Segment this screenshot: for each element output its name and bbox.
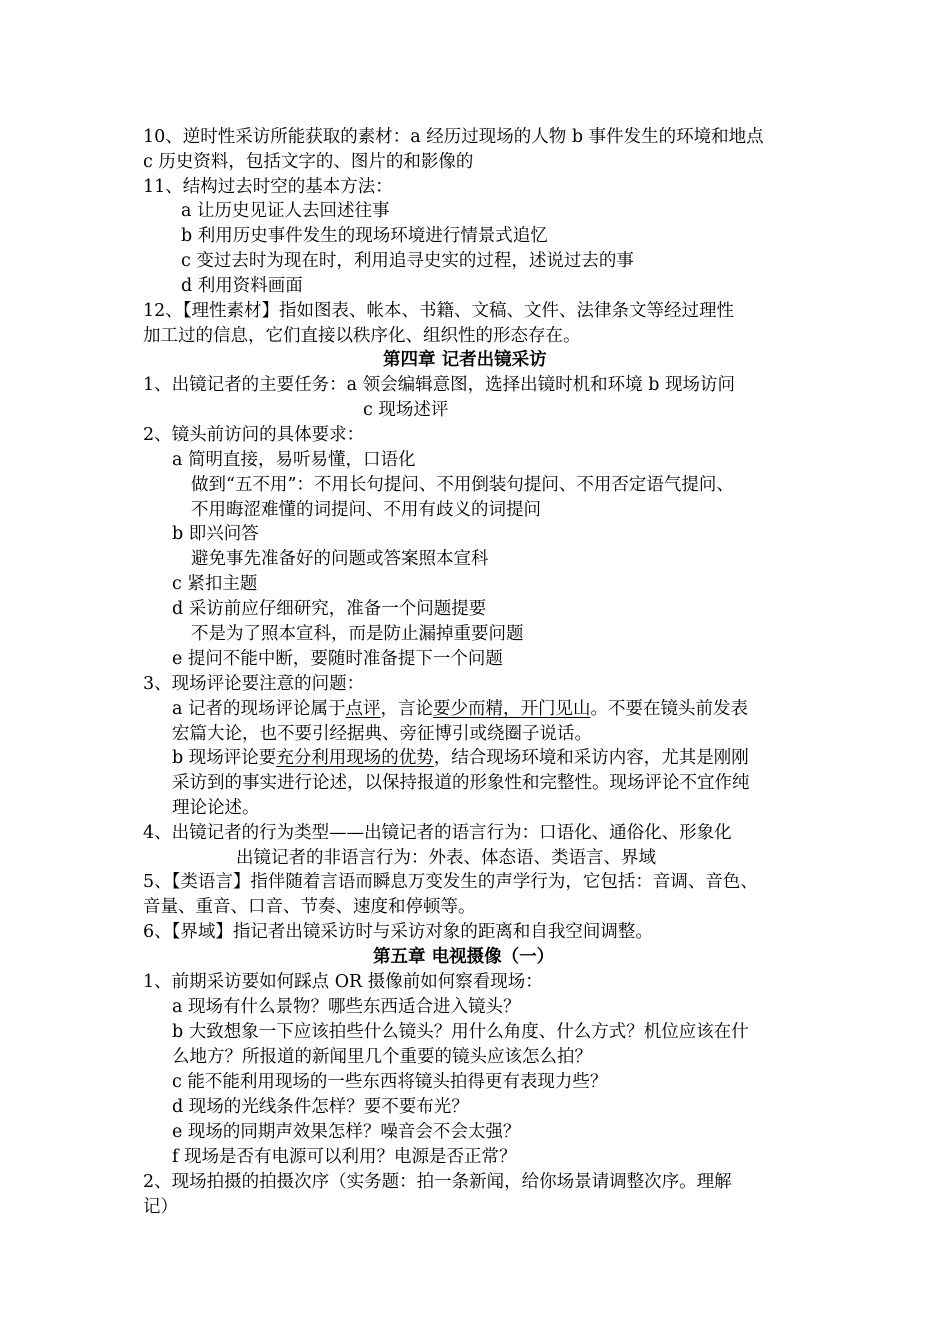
text-line: 宏篇大论，也不要引经据典、旁征博引或绕圈子说话。 (172, 724, 592, 744)
text-segment: ，言论 (380, 699, 433, 719)
text-line: d 现场的光线条件怎样？要不要布光？ (172, 1097, 469, 1117)
chapter-heading: 第四章 记者出镜采访 (383, 350, 547, 370)
text-line: 出镜记者的非语言行为：外表、体态语、类语言、界域 (236, 848, 656, 868)
text-line: d 利用资料画面 (181, 276, 303, 296)
text-line: e 现场的同期声效果怎样？噪音会不会太强？ (172, 1122, 521, 1142)
text-line: 加工过的信息，它们直接以秩序化、组织性的形态存在。 (143, 326, 581, 346)
text-line: 记） (143, 1197, 178, 1217)
text-line: 做到“五不用”：不用长句提问、不用倒装句提问、不用否定语气提问、 (191, 475, 734, 495)
text-line: 2、现场拍摄的拍摄次序（实务题：拍一条新闻，给你场景请调整次序。理解 (143, 1172, 732, 1192)
text-segment: b 现场评论要 (172, 748, 277, 768)
text-line (172, 746, 749, 771)
text-line: 1、前期采访要如何踩点 OR 摄像前如何察看现场： (143, 972, 543, 992)
text-line: 理论论述。 (172, 798, 260, 818)
underlined-phrase: 要少而精，开门见山 (433, 699, 591, 719)
text-line: e 提问不能中断，要随时准备提下一个问题 (172, 649, 503, 669)
text-line: 避免事先准备好的问题或答案照本宣科 (191, 549, 489, 569)
chapter-heading: 第五章 电视摄像（一） (373, 947, 555, 967)
text-line: 10、逆时性采访所能获取的素材：a 经历过现场的人物 b 事件发生的环境和地点 (143, 127, 764, 147)
text-line: c 历史资料，包括文字的、图片的和影像的 (143, 152, 474, 172)
text-line: a 简明直接，易听易懂，口语化 (172, 450, 416, 470)
text-line: d 采访前应仔细研究，准备一个问题提要 (172, 599, 487, 619)
text-line: 6、【界域】指记者出镜采访时与采访对象的距离和自我空间调整。 (143, 922, 653, 942)
text-line: 1、出镜记者的主要任务：a 领会编辑意图，选择出镜时机和环境 b 现场访问 (143, 375, 735, 395)
text-line: c 现场述评 (363, 400, 449, 420)
text-segment: ，结合现场环境和采访内容，尤其是刚刚 (433, 748, 749, 768)
text-line: f 现场是否有电源可以利用？电源是否正常？ (172, 1147, 517, 1167)
text-line: 2、镜头前访问的具体要求： (143, 425, 365, 445)
text-line: 3、现场评论要注意的问题： (143, 674, 365, 694)
text-line: c 能不能利用现场的一些东西将镜头拍得更有表现力些？ (172, 1072, 608, 1092)
text-line: 么地方？所报道的新闻里几个重要的镜头应该怎么拍？ (172, 1047, 592, 1067)
text-segment: a 记者的现场评论属于 (172, 699, 346, 719)
text-line: 不是为了照本宣科，而是防止漏掉重要问题 (191, 624, 524, 644)
text-line: b 大致想象一下应该拍些什么镜头？用什么角度、什么方式？机位应该在什 (172, 1022, 749, 1042)
text-line: c 变过去时为现在时，利用追寻史实的过程，述说过去的事 (181, 251, 634, 271)
underlined-phrase: 点评 (345, 699, 381, 719)
text-line: 12、【理性素材】指如图表、帐本、书籍、文稿、文件、法律条文等经过理性 (143, 301, 735, 321)
text-line: 5、【类语言】指伴随着言语而瞬息万变发生的声学行为，它包括：音调、音色、 (143, 872, 758, 892)
text-segment: 。不要在镜头前发表 (590, 699, 748, 719)
text-line: 采访到的事实进行论述，以保持报道的形象性和完整性。现场评论不宜作纯 (172, 773, 750, 793)
text-line (172, 697, 748, 722)
text-line: 不用晦涩难懂的词提问、不用有歧义的词提问 (191, 500, 541, 520)
text-line: 4、出镜记者的行为类型——出镜记者的语言行为：口语化、通俗化、形象化 (143, 823, 732, 843)
text-line: a 让历史见证人去回述往事 (181, 201, 390, 221)
text-line: 11、结构过去时空的基本方法： (143, 177, 393, 197)
text-line: c 紧扣主题 (172, 574, 258, 594)
text-line: b 即兴问答 (172, 524, 259, 544)
text-line: a 现场有什么景物？哪些东西适合进入镜头？ (172, 997, 521, 1017)
text-line: 音量、重音、口音、节奏、速度和停顿等。 (143, 897, 476, 917)
underlined-phrase: 充分利用现场的优势 (276, 748, 434, 768)
text-line: b 利用历史事件发生的现场环境进行情景式追忆 (181, 226, 548, 246)
